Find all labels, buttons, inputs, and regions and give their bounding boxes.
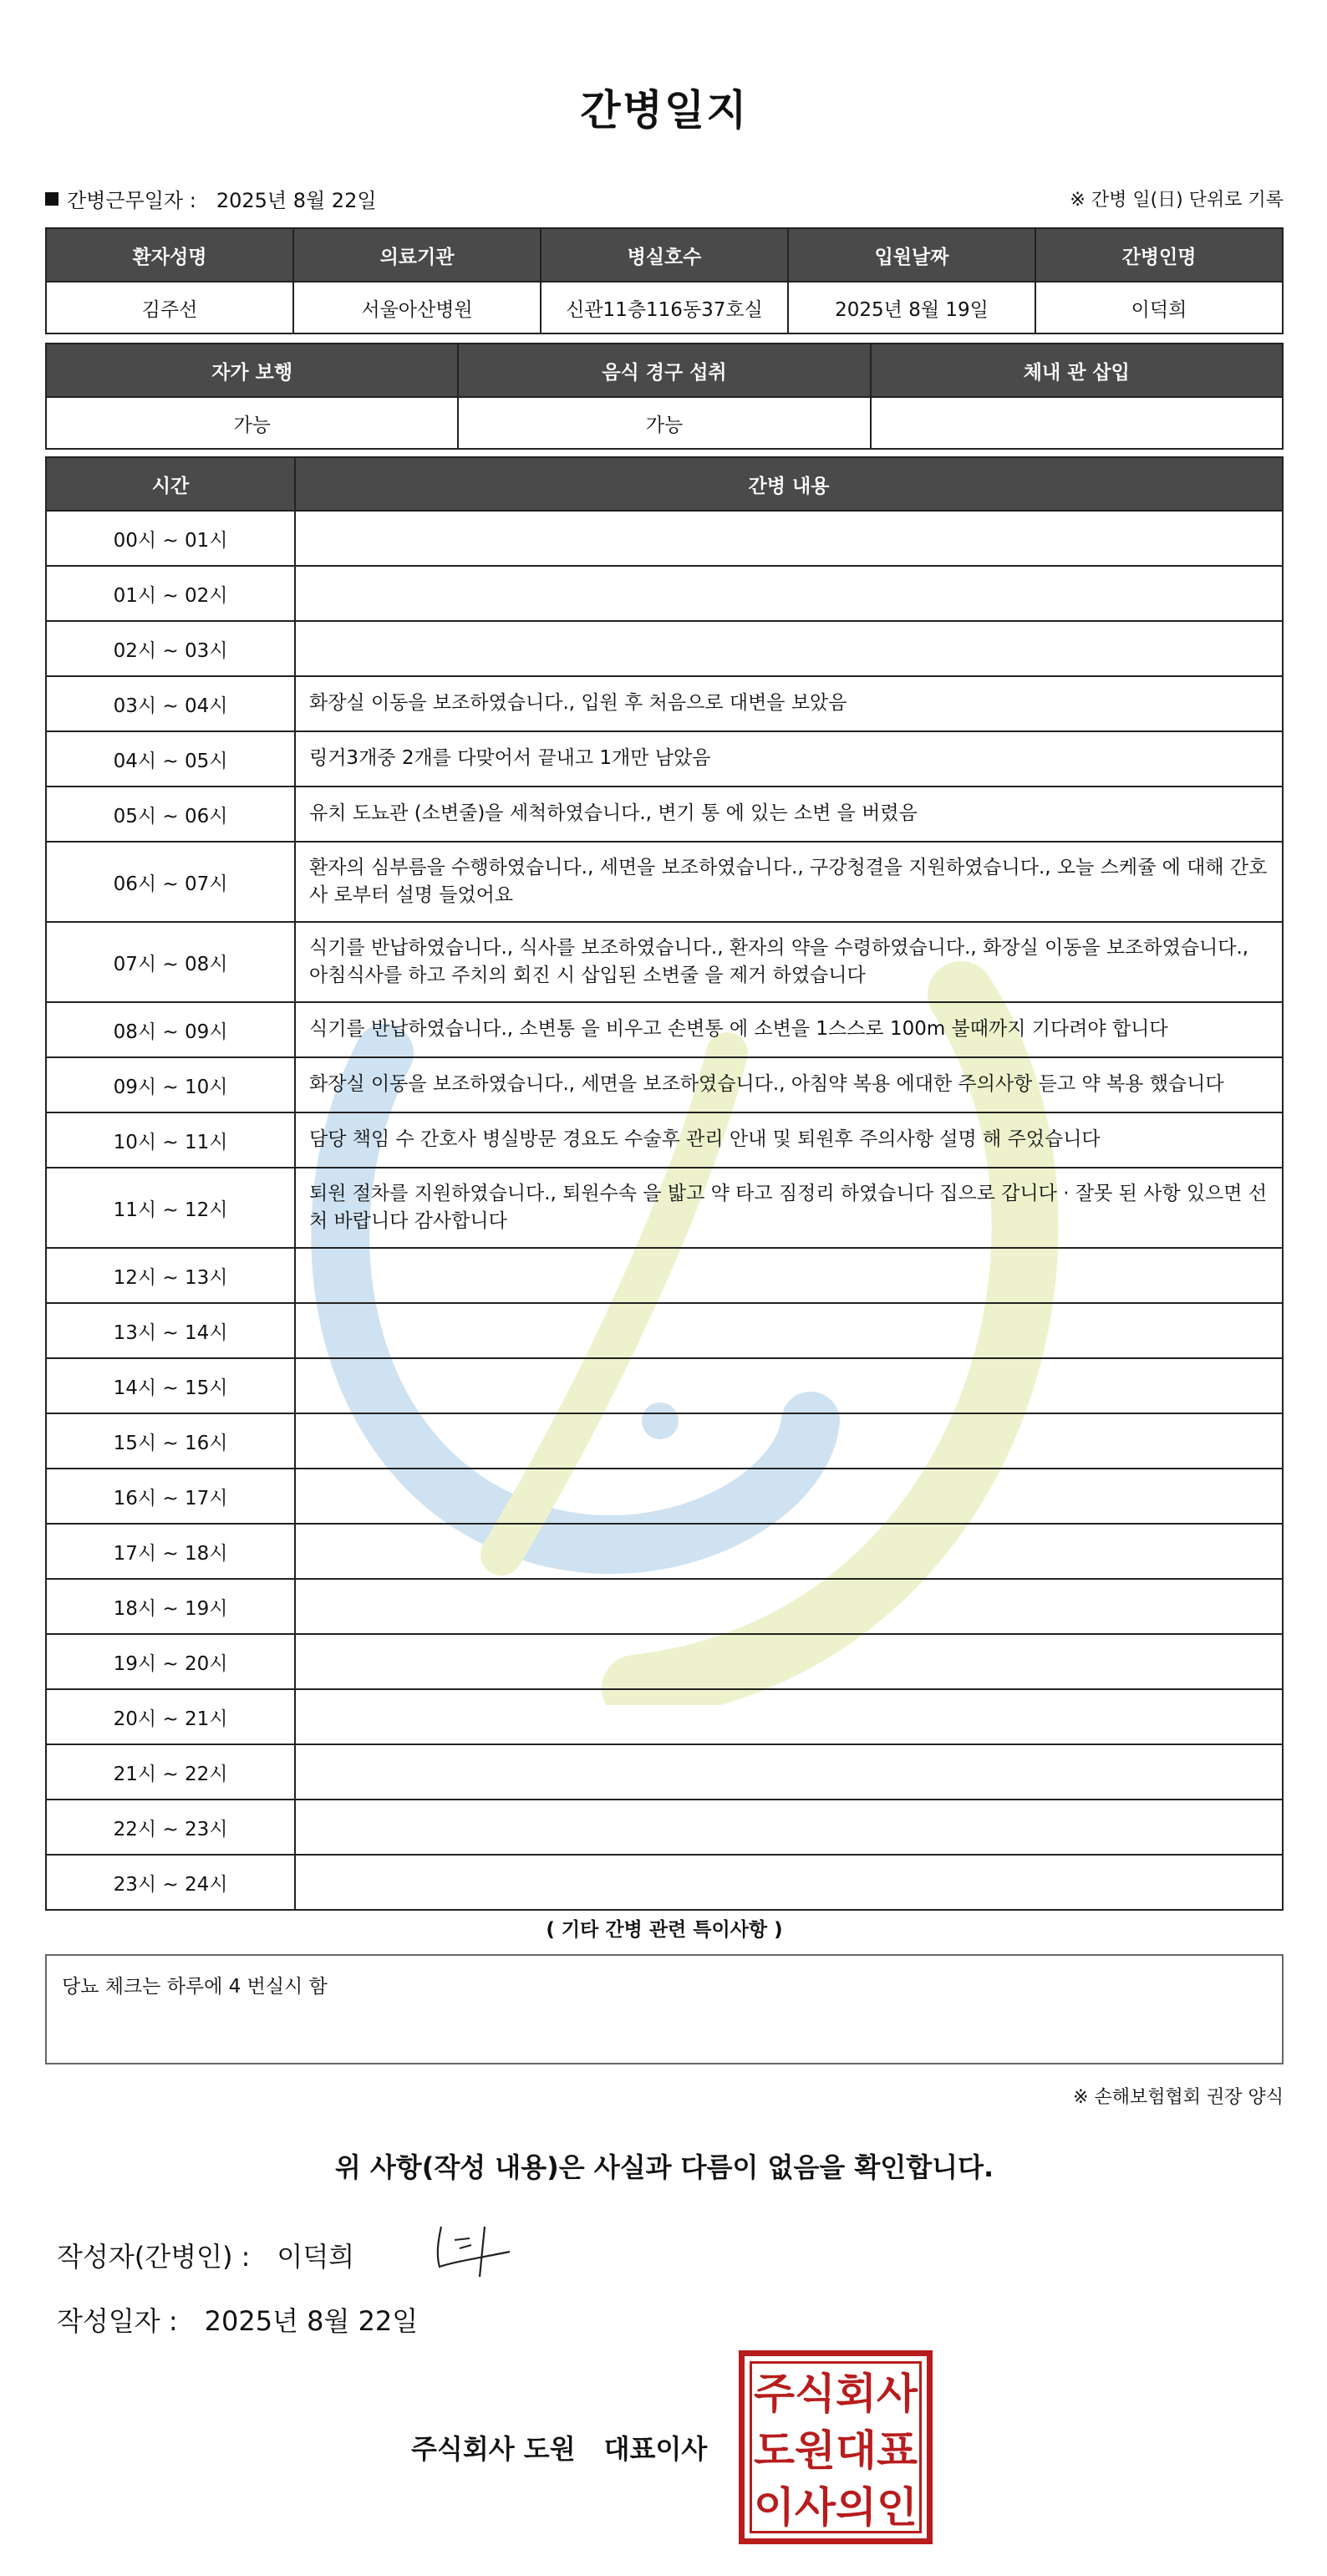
row-content xyxy=(295,566,1283,621)
special-notes-content: 당뇨 체크는 하루에 4 번실시 함 xyxy=(62,1976,328,1998)
row-content xyxy=(295,1469,1283,1524)
row-content xyxy=(295,1855,1283,1910)
row-content xyxy=(295,1800,1283,1855)
row-time: 18시 ~ 19시 xyxy=(46,1579,295,1634)
row-content xyxy=(295,1744,1283,1800)
meta-row xyxy=(45,184,1284,214)
table-row xyxy=(46,1855,1283,1910)
document-title: 간병일지 xyxy=(580,86,749,135)
row-time: 00시 ~ 01시 xyxy=(46,511,295,566)
writer-label: 작성자(간병인) : xyxy=(57,2241,251,2273)
oral-intake-value: 가능 xyxy=(458,397,870,449)
row-time: 22시 ~ 23시 xyxy=(46,1800,295,1855)
row-time: 21시 ~ 22시 xyxy=(46,1744,295,1800)
svg-text:도원대표: 도원대표 xyxy=(754,2426,918,2475)
row-content xyxy=(295,1524,1283,1579)
work-date-value: 2025년 8월 22일 xyxy=(216,189,377,212)
company-seal-icon xyxy=(739,2350,933,2544)
work-date-label: 간병근무일자 : xyxy=(67,189,196,212)
row-content: 환자의 심부름을 수행하였습니다., 세면을 보조하였습니다., 구강청결을 지원하였습니다., 오늘 스케쥴 에 대해 간호사 로부터 설명 들었어요 xyxy=(295,842,1283,922)
row-time: 15시 ~ 16시 xyxy=(46,1413,295,1469)
write-date-value: 2025년 8월 22일 xyxy=(204,2305,419,2337)
company-signoff xyxy=(411,2428,707,2467)
row-time: 20시 ~ 21시 xyxy=(46,1689,295,1744)
table-row xyxy=(46,1579,1283,1634)
row-time: 07시 ~ 08시 xyxy=(46,922,295,1002)
row-content xyxy=(295,1303,1283,1358)
row-content: 링거3개중 2개를 다맞어서 끝내고 1개만 남았음 xyxy=(295,731,1283,787)
row-content: 식기를 반납하였습니다., 소변통 을 비우고 손변통 에 소변을 1스스로 100m 불때까지 기다려야 합니다 xyxy=(295,1002,1283,1057)
header-hospital: 의료기관 xyxy=(293,228,541,282)
table-row xyxy=(46,1002,1283,1057)
recommend-note: ※ 손해보험협회 권장 양식 xyxy=(1073,2087,1284,2108)
caregiver-name: 이덕희 xyxy=(1035,282,1283,333)
self-walking-value: 가능 xyxy=(46,397,458,449)
header-admission-date: 입원날짜 xyxy=(788,228,1035,282)
header-tube-insertion: 체내 관 삽입 xyxy=(871,344,1283,397)
writer-name: 이덕희 xyxy=(277,2241,355,2273)
header-room: 병실호수 xyxy=(541,228,788,282)
header-oral-intake: 음식 경구 섭취 xyxy=(458,344,870,397)
row-time: 02시 ~ 03시 xyxy=(46,621,295,676)
table-row xyxy=(46,842,1283,922)
writer-row xyxy=(57,2236,354,2274)
company-name: 주식회사 도원 xyxy=(411,2433,576,2465)
table-row xyxy=(46,922,1283,1002)
room-number: 신관11층116동37호실 xyxy=(541,282,788,333)
row-time: 01시 ~ 02시 xyxy=(46,566,295,621)
row-content xyxy=(295,511,1283,566)
signature-icon xyxy=(430,2215,530,2282)
row-time: 19시 ~ 20시 xyxy=(46,1634,295,1689)
table-row xyxy=(46,1524,1283,1579)
tube-insertion-value xyxy=(871,397,1283,449)
table-row xyxy=(46,1358,1283,1413)
row-time: 16시 ~ 17시 xyxy=(46,1469,295,1524)
row-content: 화장실 이동을 보조하였습니다., 입원 후 처음으로 대변을 보았음 xyxy=(295,676,1283,731)
svg-text:주식회사: 주식회사 xyxy=(754,2370,918,2418)
row-time: 23시 ~ 24시 xyxy=(46,1855,295,1910)
row-time: 12시 ~ 13시 xyxy=(46,1248,295,1303)
table-row xyxy=(46,1689,1283,1744)
row-time: 08시 ~ 09시 xyxy=(46,1002,295,1057)
table-row xyxy=(46,731,1283,787)
table-row xyxy=(46,676,1283,731)
row-time: 17시 ~ 18시 xyxy=(46,1524,295,1579)
row-content: 식기를 반납하였습니다., 식사를 보조하였습니다., 환자의 약을 수령하였습니다., 화장실 이동을 보조하였습니다., 아침식사를 하고 주치의 회진 시 삽입된 소변줄 을 제거 하였습니다 xyxy=(295,922,1283,1002)
patient-info-table xyxy=(45,227,1284,334)
row-time: 14시 ~ 15시 xyxy=(46,1358,295,1413)
unit-note: ※ 간병 일(日) 단위로 기록 xyxy=(1070,190,1284,211)
header-patient-name: 환자성명 xyxy=(46,228,293,282)
row-time: 10시 ~ 11시 xyxy=(46,1112,295,1168)
table-row xyxy=(46,621,1283,676)
patient-status-table xyxy=(45,343,1284,450)
row-time: 03시 ~ 04시 xyxy=(46,676,295,731)
row-content: 화장실 이동을 보조하였습니다., 세면을 보조하였습니다., 아침약 복용 에대한 주의사항 듣고 약 복용 했습니다 xyxy=(295,1057,1283,1112)
table-row xyxy=(46,1744,1283,1800)
admission-date: 2025년 8월 19일 xyxy=(788,282,1035,333)
header-self-walking: 자가 보행 xyxy=(46,344,458,397)
row-content xyxy=(295,1248,1283,1303)
special-notes-title: ( 기타 간병 관련 특이사항 ) xyxy=(546,1919,783,1941)
row-content xyxy=(295,1634,1283,1689)
table-row xyxy=(46,1112,1283,1168)
square-bullet-icon xyxy=(45,192,58,206)
table-row xyxy=(46,1248,1283,1303)
work-date xyxy=(45,184,377,213)
header-time: 시간 xyxy=(46,457,295,511)
row-content: 퇴원 절차를 지원하였습니다., 퇴원수속 을 밟고 약 타고 짐정리 하였습니다 집으로 갑니다 · 잘못 된 사항 있으면 선처 바랍니다 감사합니다 xyxy=(295,1168,1283,1248)
row-content xyxy=(295,1358,1283,1413)
table-row xyxy=(46,1413,1283,1469)
row-time: 06시 ~ 07시 xyxy=(46,842,295,922)
write-date-label: 작성일자 : xyxy=(57,2305,178,2337)
row-time: 04시 ~ 05시 xyxy=(46,731,295,787)
company-rep-title: 대표이사 xyxy=(603,2433,708,2465)
hospital-name: 서울아산병원 xyxy=(293,282,541,333)
confirm-statement: 위 사항(작성 내용)은 사실과 다름이 없음을 확인합니다. xyxy=(334,2151,994,2183)
row-time: 13시 ~ 14시 xyxy=(46,1303,295,1358)
row-content xyxy=(295,1413,1283,1469)
table-row xyxy=(46,787,1283,842)
table-row xyxy=(46,1303,1283,1358)
svg-text:이사의인: 이사의인 xyxy=(754,2483,918,2532)
row-time: 05시 ~ 06시 xyxy=(46,787,295,842)
table-row xyxy=(46,1800,1283,1855)
hourly-log-table xyxy=(45,456,1284,1911)
row-time: 09시 ~ 10시 xyxy=(46,1057,295,1112)
write-date-row xyxy=(57,2300,418,2339)
table-row xyxy=(46,566,1283,621)
table-row xyxy=(46,1469,1283,1524)
table-row xyxy=(46,1057,1283,1112)
header-care-content: 간병 내용 xyxy=(295,457,1283,511)
patient-name: 김주선 xyxy=(46,282,293,333)
row-content xyxy=(295,621,1283,676)
row-content xyxy=(295,1689,1283,1744)
table-row xyxy=(46,1168,1283,1248)
row-time: 11시 ~ 12시 xyxy=(46,1168,295,1248)
row-content: 담당 책임 수 간호사 병실방문 경요도 수술후 관리 안내 및 퇴원후 주의사항 설명 해 주었습니다 xyxy=(295,1112,1283,1168)
row-content: 유치 도뇨관 (소변줄)을 세척하였습니다., 변기 통 에 있는 소변 을 버렸음 xyxy=(295,787,1283,842)
header-caregiver: 간병인명 xyxy=(1035,228,1283,282)
row-content xyxy=(295,1579,1283,1634)
table-row xyxy=(46,511,1283,566)
table-row xyxy=(46,1634,1283,1689)
special-notes-box xyxy=(45,1954,1284,2064)
